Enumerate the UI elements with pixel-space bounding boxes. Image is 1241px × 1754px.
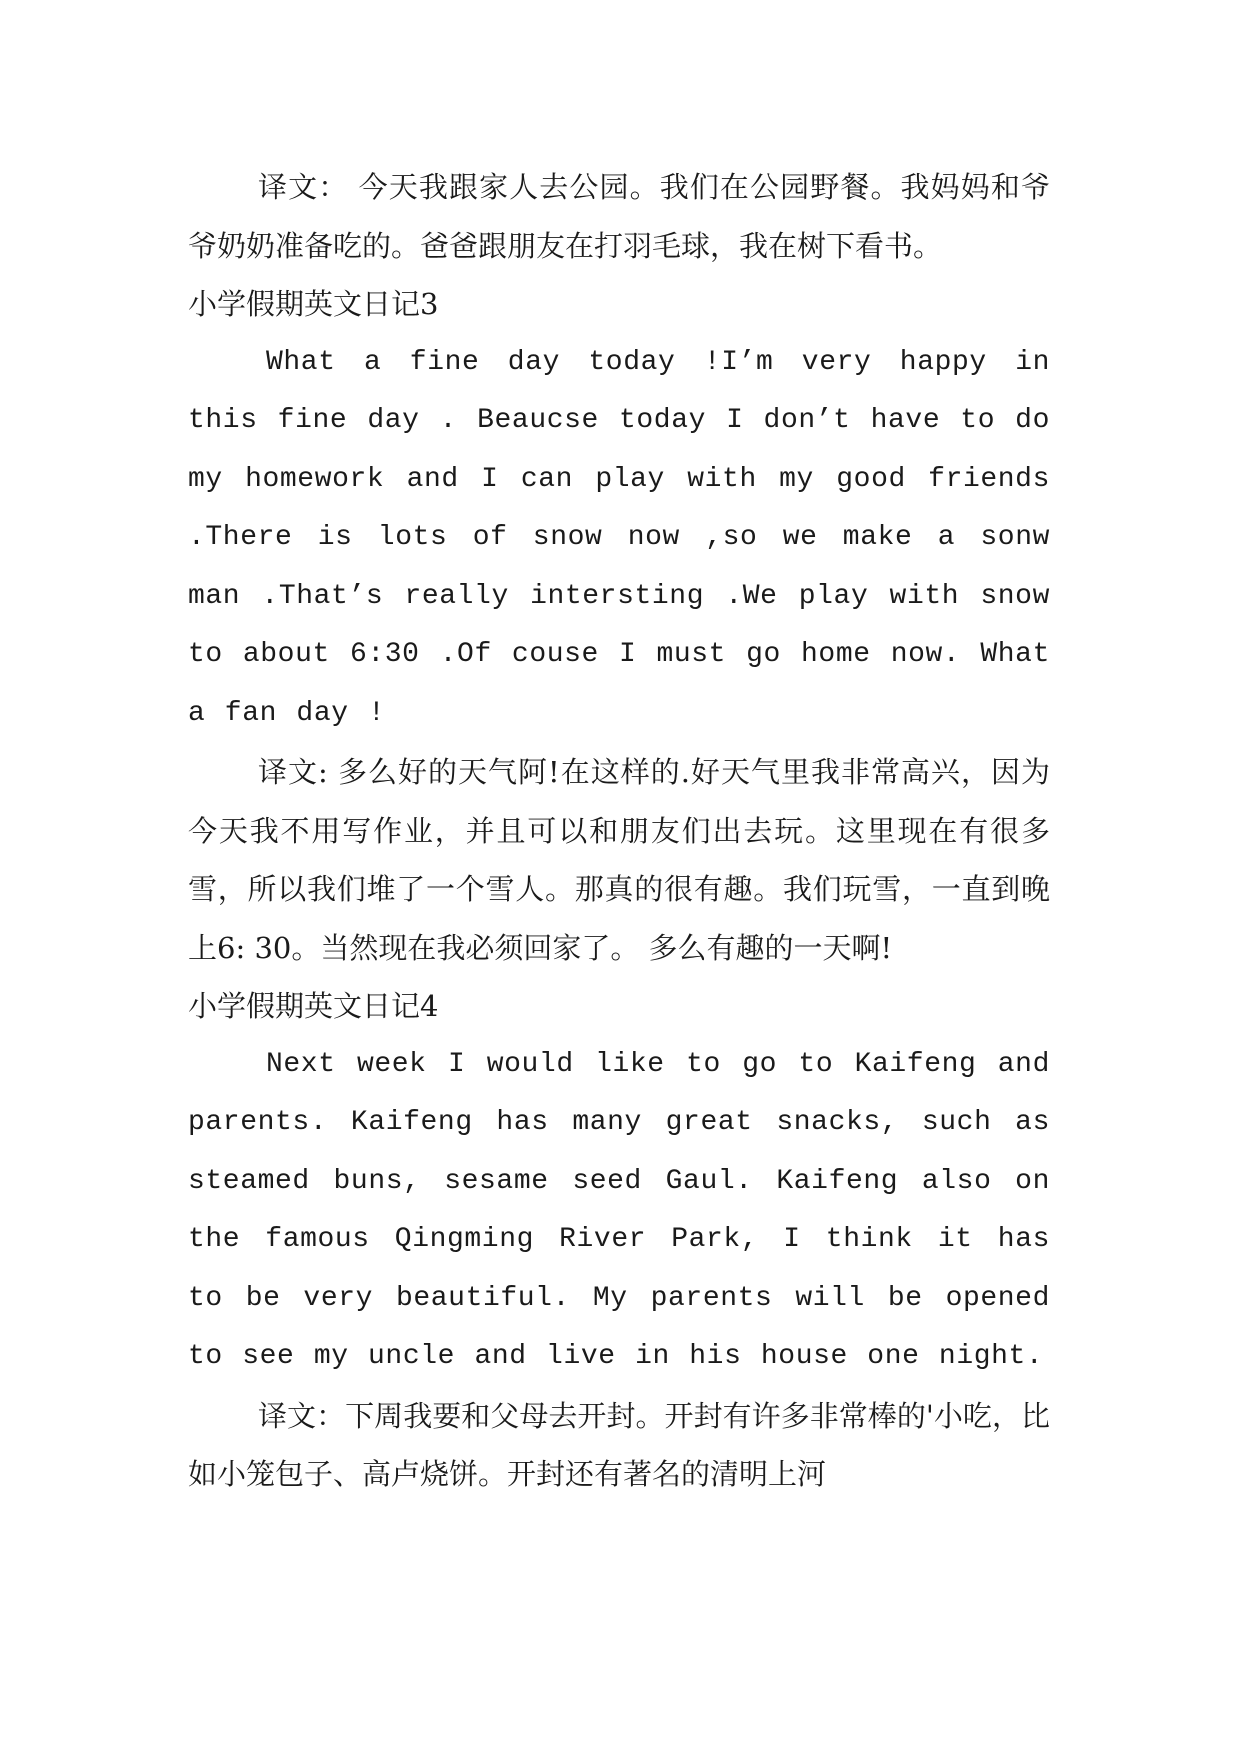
- english-paragraph-4: Next week I would like to go to Kaifeng and parents. Kaifeng has many great snacks, such as steamed buns, sesame seed Gaul. Kaifeng also on the famous Qingming River Park, I think it has to be very beautiful. My parents will be opened to see my uncle and live in his house one night.: [188, 1048, 1050, 1372]
- diary-heading-4: 小学假期英文日记4: [188, 989, 439, 1023]
- translation-paragraph-2: 译文： 今天我跟家人去公园。我们在公园野餐。我妈妈和爷爷奶奶准备吃的。爸爸跟朋友在打羽毛球，我在树下看书。: [188, 170, 1050, 263]
- english-paragraph-3: What a fine day today !I’m very happy in this fine day . Beaucse today I don’t have to do my homework and I can play with my good friends .There is lots of snow now ,so we make a sonw man .That’s really intersting .We play with snow to about 6:30 .Of couse I must go home now. What a fan day !: [188, 346, 1050, 729]
- translation-paragraph-4: 译文：下周我要和父母去开封。开封有许多非常棒的'小吃，比如小笼包子、高卢烧饼。开封还有著名的清明上河: [188, 1398, 1050, 1491]
- diary-heading-3: 小学假期英文日记3: [188, 287, 439, 321]
- document-page: [188, 158, 1050, 1504]
- translation-paragraph-3: 译文: 多么好的天气阿!在这样的.好天气里我非常高兴，因为今天我不用写作业，并且可以和朋友们出去玩。这里现在有很多雪，所以我们堆了一个雪人。那真的很有趣。我们玩雪，一直到晚上6: 30。当然现在我必须回家了。 多么有趣的一天啊!: [188, 755, 1050, 965]
